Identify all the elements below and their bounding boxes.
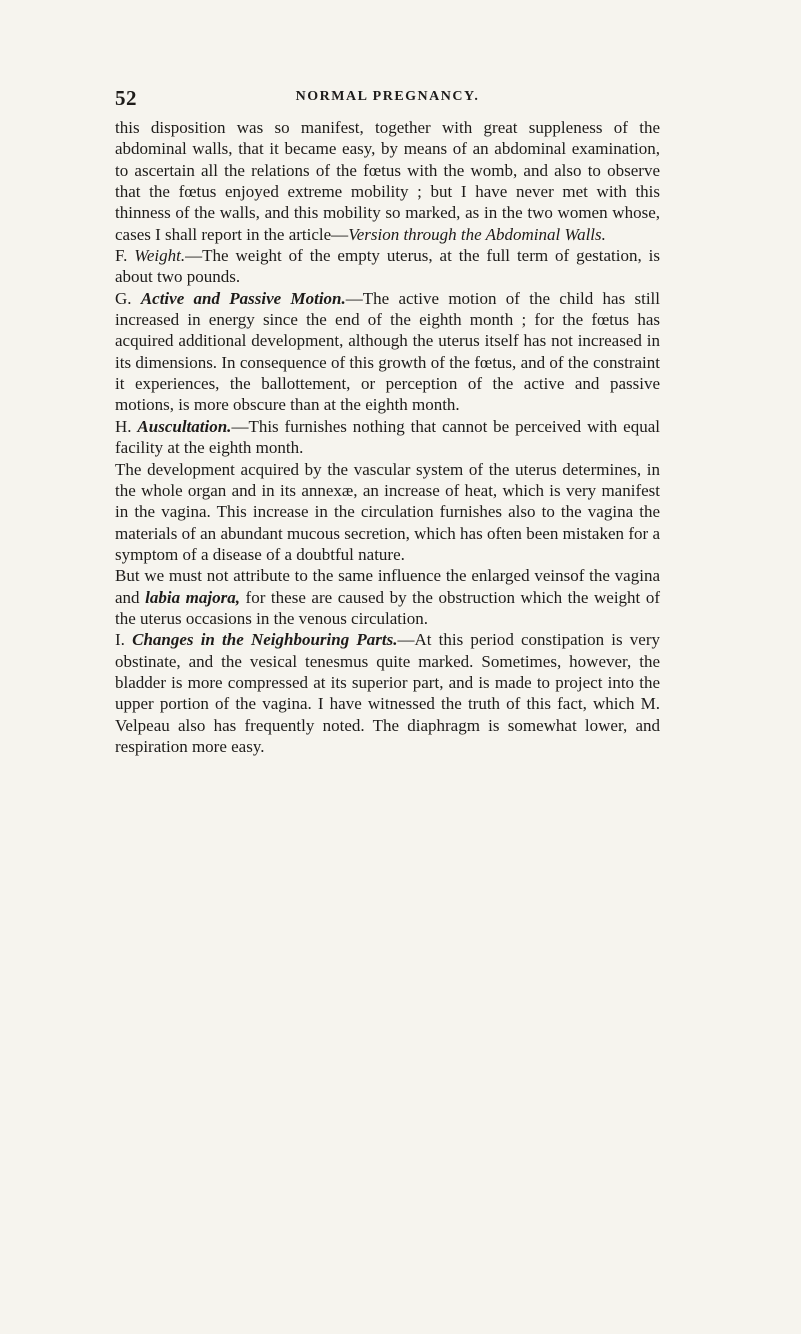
- section-auscultation: [115, 416, 660, 459]
- section-heading: Auscultation.: [137, 416, 232, 436]
- page-number: 52: [115, 86, 137, 110]
- section-active-passive-motion: [115, 288, 660, 416]
- paragraph-text-continued: for these are caused by the obstruction which the weight of the uterus occasions in the venous circulation.: [115, 587, 661, 628]
- section-text: —At this period constipation is very obstinate, and the vesical tenesmus quite marked. Sometimes, however, the bladder is more compressed at its superior part, and is made to project into the upper portion of the vagina. I have witnessed the truth of this fact, which M. Velpeau also has frequently noted. The diaphragm is somewhat lower, and respiration more easy.: [115, 630, 661, 756]
- paragraph-text: The development acquired by the vascular system of the uterus determines, in the whole organ and in its annexæ, an increase of heat, which is very manifest in the vagina. This increase in the circulation furnishes also to the vagina the materials of an abundant mucous secretion, which has often been mistaken for a symptom of a disease of a doubtful nature.: [115, 459, 660, 564]
- section-heading: Active and Passive Motion.: [140, 288, 346, 308]
- section-letter: G.: [115, 288, 132, 308]
- section-letter: F.: [115, 246, 128, 266]
- section-weight: [115, 245, 660, 288]
- section-heading: Weight.: [134, 246, 186, 266]
- section-neighbouring-parts: [115, 629, 660, 757]
- section-letter: H.: [115, 416, 132, 436]
- cross-reference-title: Version through the Abdominal Walls.: [348, 224, 606, 244]
- paragraph-text: this disposition was so manifest, together with great suppleness of the abdominal walls, that it became easy, by means of an abdominal examination, to ascertain all the relations of the fœtus with the womb, and also to observe that the fœtus enjoyed extreme mobility ; but I have never met with this thinness of the walls, and this mobility so marked, as in the two women whose, cases I shall report in the article—: [115, 118, 660, 244]
- section-heading: Changes in the Neighbouring Parts.: [132, 630, 398, 650]
- section-text: —This furnishes nothing that cannot be perceived with equal facility at the eighth month.: [115, 416, 660, 458]
- running-head-title: NORMAL PREGNANCY.: [295, 89, 480, 104]
- paragraph-continuation: [115, 117, 660, 245]
- running-head: [115, 86, 660, 112]
- body-text: [115, 117, 660, 757]
- paragraph-enlarged-veins: [115, 565, 660, 629]
- paragraph-vascular-system: [115, 459, 660, 566]
- section-text: —The active motion of the child has still increased in energy since the end of the eighth month ; for the fœtus has acquired additional development, although the uterus itself has not increased in its dimensions. In consequence of this growth of the fœtus, and of the constraint it experiences, the ballottement, or perception of the active and passive motions, is more obscure than at the eighth month.: [115, 288, 661, 415]
- section-text: —The weight of the empty uterus, at the full term of gestation, is about two pounds.: [115, 246, 660, 287]
- latin-term: labia majora,: [145, 587, 240, 607]
- section-letter: I.: [115, 630, 125, 650]
- paragraph-text: But we must not attribute to the same influence the enlarged veinsof the vagina and: [115, 566, 660, 607]
